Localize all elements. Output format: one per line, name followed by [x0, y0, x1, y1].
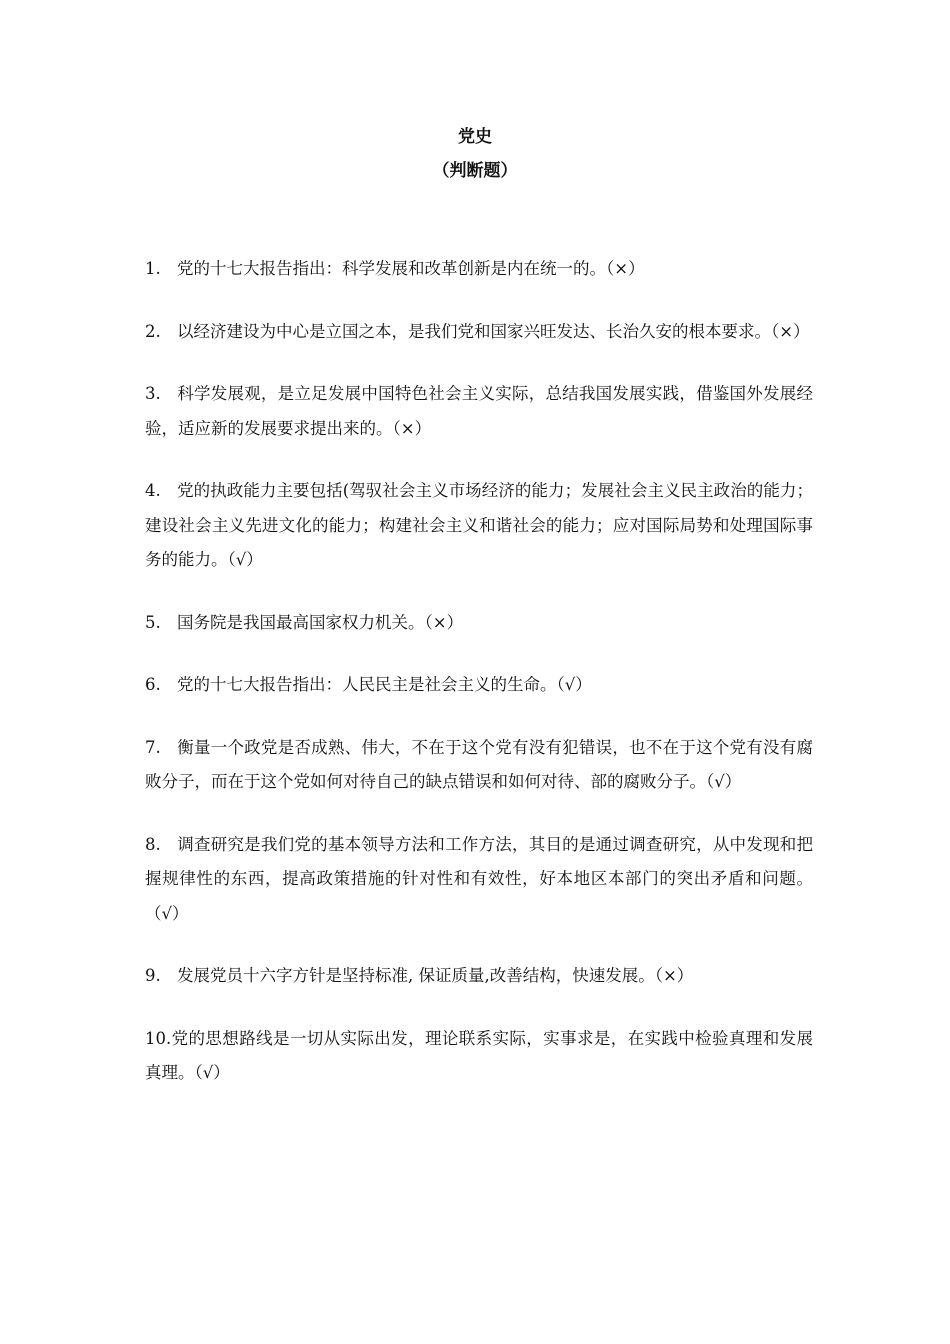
question-text: 衡量一个政党是否成熟、伟大，不在于这个党有没有犯错误，也不在于这个党有没有腐败分子，而在于这个党如何对待自己的缺点错误和如何对待、部的腐败分子。（√）: [145, 737, 813, 791]
question-number: 5.: [145, 612, 161, 632]
question-item: [145, 668, 813, 703]
question-text: 以经济建设为中心是立国之本，是我们党和国家兴旺发达、长治久安的根本要求。（×）: [177, 321, 810, 341]
question-item: [145, 474, 813, 578]
question-text: 党的十七大报告指出：科学发展和改革创新是内在统一的。（×）: [177, 259, 645, 278]
question-number: 4.: [145, 481, 161, 500]
question-item: [145, 828, 813, 932]
question-item: [145, 731, 813, 800]
question-number: 10.: [145, 1028, 172, 1048]
question-item: [145, 1022, 813, 1091]
question-item: [145, 252, 813, 287]
question-number: 1.: [145, 259, 161, 278]
question-text: 调查研究是我们党的基本领导方法和工作方法，其目的是通过调查研究，从中发现和把握规律性的东西，提高政策措施的针对性和有效性，好本地区本部门的突出矛盾和问题。（√）: [145, 834, 813, 923]
question-item: [145, 606, 813, 641]
question-text: 发展党员十六字方针是坚持标准, 保证质量,改善结构，快速发展。（×）: [177, 966, 694, 985]
question-text: 党的思想路线是一切从实际出发，理论联系实际，实事求是，在实践中检验真理和发展真理。（√）: [145, 1028, 813, 1082]
question-item: [145, 377, 813, 446]
question-text: 国务院是我国最高国家权力机关。（×）: [177, 612, 464, 632]
question-number: 7.: [145, 737, 161, 757]
question-text: 科学发展观，是立足发展中国特色社会主义实际，总结我国发展实践，借鉴国外发展经验，适应新的发展要求提出来的。（×）: [145, 384, 813, 438]
question-list: [145, 252, 813, 1119]
question-number: 8.: [145, 834, 161, 854]
page-subtitle: （判断题）: [432, 161, 518, 181]
question-number: 3.: [145, 384, 161, 403]
question-item: [145, 315, 813, 350]
question-number: 2.: [145, 321, 161, 341]
question-text: 党的十七大报告指出：人民民主是社会主义的生命。（√）: [177, 675, 592, 694]
question-item: [145, 959, 813, 994]
question-number: 9.: [145, 966, 161, 985]
question-text: 党的执政能力主要包括(驾驭社会主义市场经济的能力；发展社会主义民主政治的能力；建设社会主义先进文化的能力；构建社会主义和谐社会的能力；应对国际局势和处理国际事务的能力。（√）: [145, 481, 813, 569]
question-number: 6.: [145, 675, 161, 694]
page-title: 党史: [458, 127, 492, 147]
